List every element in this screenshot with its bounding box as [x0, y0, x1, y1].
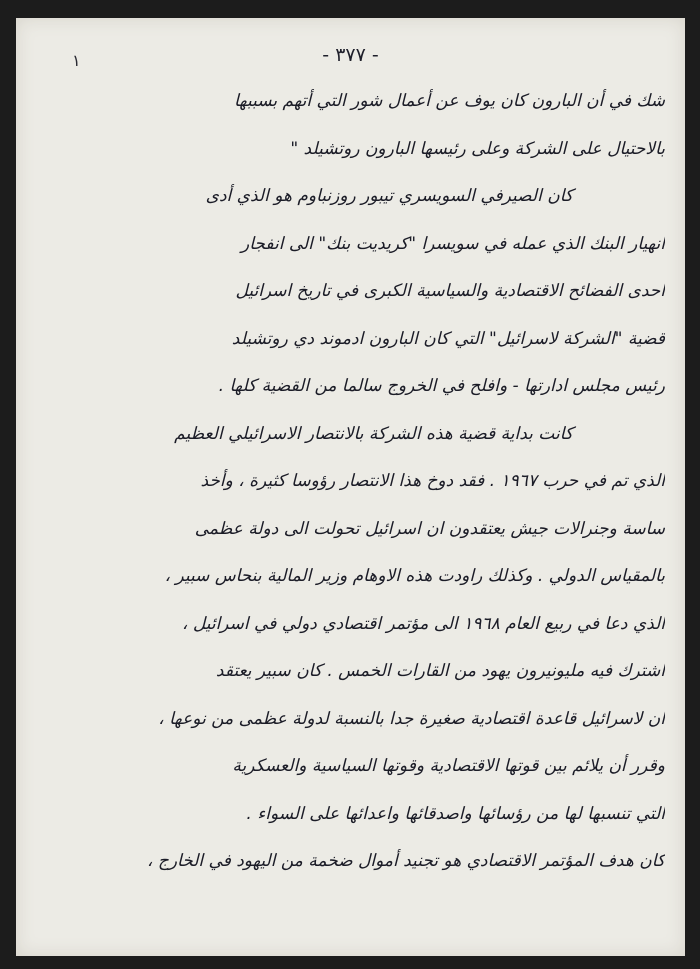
- text-line: قضية "الشركة لاسرائيل" التي كان البارون ادموند دي روتشيلد: [231, 328, 665, 349]
- text-line: بالاحتيال على الشركة وعلى رئيسها البارون روتشيلد ": [290, 138, 665, 159]
- text-line: ان لاسرائيل قاعدة اقتصادية صغيرة جدا بالنسبة لدولة عظمى من نوعها ،: [158, 708, 665, 729]
- text-line: رئيس مجلس ادارتها - وافلح في الخروج سالما من القضية كلها .: [218, 376, 665, 396]
- text-line: كانت بداية قضية هذه الشركة بالانتصار الاسرائيلي العظيم: [174, 423, 573, 444]
- text-line: شك في أن البارون كان يوف عن أعمال شور التي أتهم بسببها: [233, 91, 665, 111]
- text-line: اشترك فيه مليونيرون يهود من القارات الخمس . كان سبير يعتقد: [215, 661, 665, 681]
- text-line: التي تنسبها لها من رؤسائها واصدقائها واعدائها على السواء .: [246, 803, 665, 824]
- document-page: [16, 18, 685, 956]
- page-number: - ٣٧٧ -: [322, 44, 379, 66]
- corner-mark: ١: [72, 51, 81, 70]
- text-line: انهيار البنك الذي عمله في سويسرا "كريديت بنك" الى انفجار: [241, 233, 665, 254]
- text-line: احدى الفضائح الاقتصادية والسياسية الكبرى في تاريخ اسرائيل: [235, 281, 665, 301]
- text-line: الذي دعا في ربيع العام ١٩٦٨ الى مؤتمر اقتصادي دولي في اسرائيل ،: [181, 613, 665, 634]
- text-line: بالمقياس الدولي . وكذلك راودت هذه الاوهام وزير المالية بنحاس سبير ،: [164, 566, 665, 586]
- text-line: وقرر أن يلائم بين قوتها الاقتصادية وقوتها السياسية والعسكرية: [232, 756, 665, 776]
- text-line: ساسة وجنرالات جيش يعتقدون ان اسرائيل تحولت الى دولة عظمى: [194, 518, 665, 539]
- text-line: كان الصيرفي السويسري تيبور روزنباوم هو الذي أدى: [205, 186, 573, 206]
- text-line: الذي تم في حرب ١٩٦٧ . فقد دوخ هذا الانتصار رؤوسا كثيرة ، وأخذ: [200, 471, 665, 491]
- handwritten-text-body: [54, 78, 665, 886]
- text-line: كان هدف المؤتمر الاقتصادي هو تجنيد أموال ضخمة من اليهود في الخارج ،: [146, 851, 665, 871]
